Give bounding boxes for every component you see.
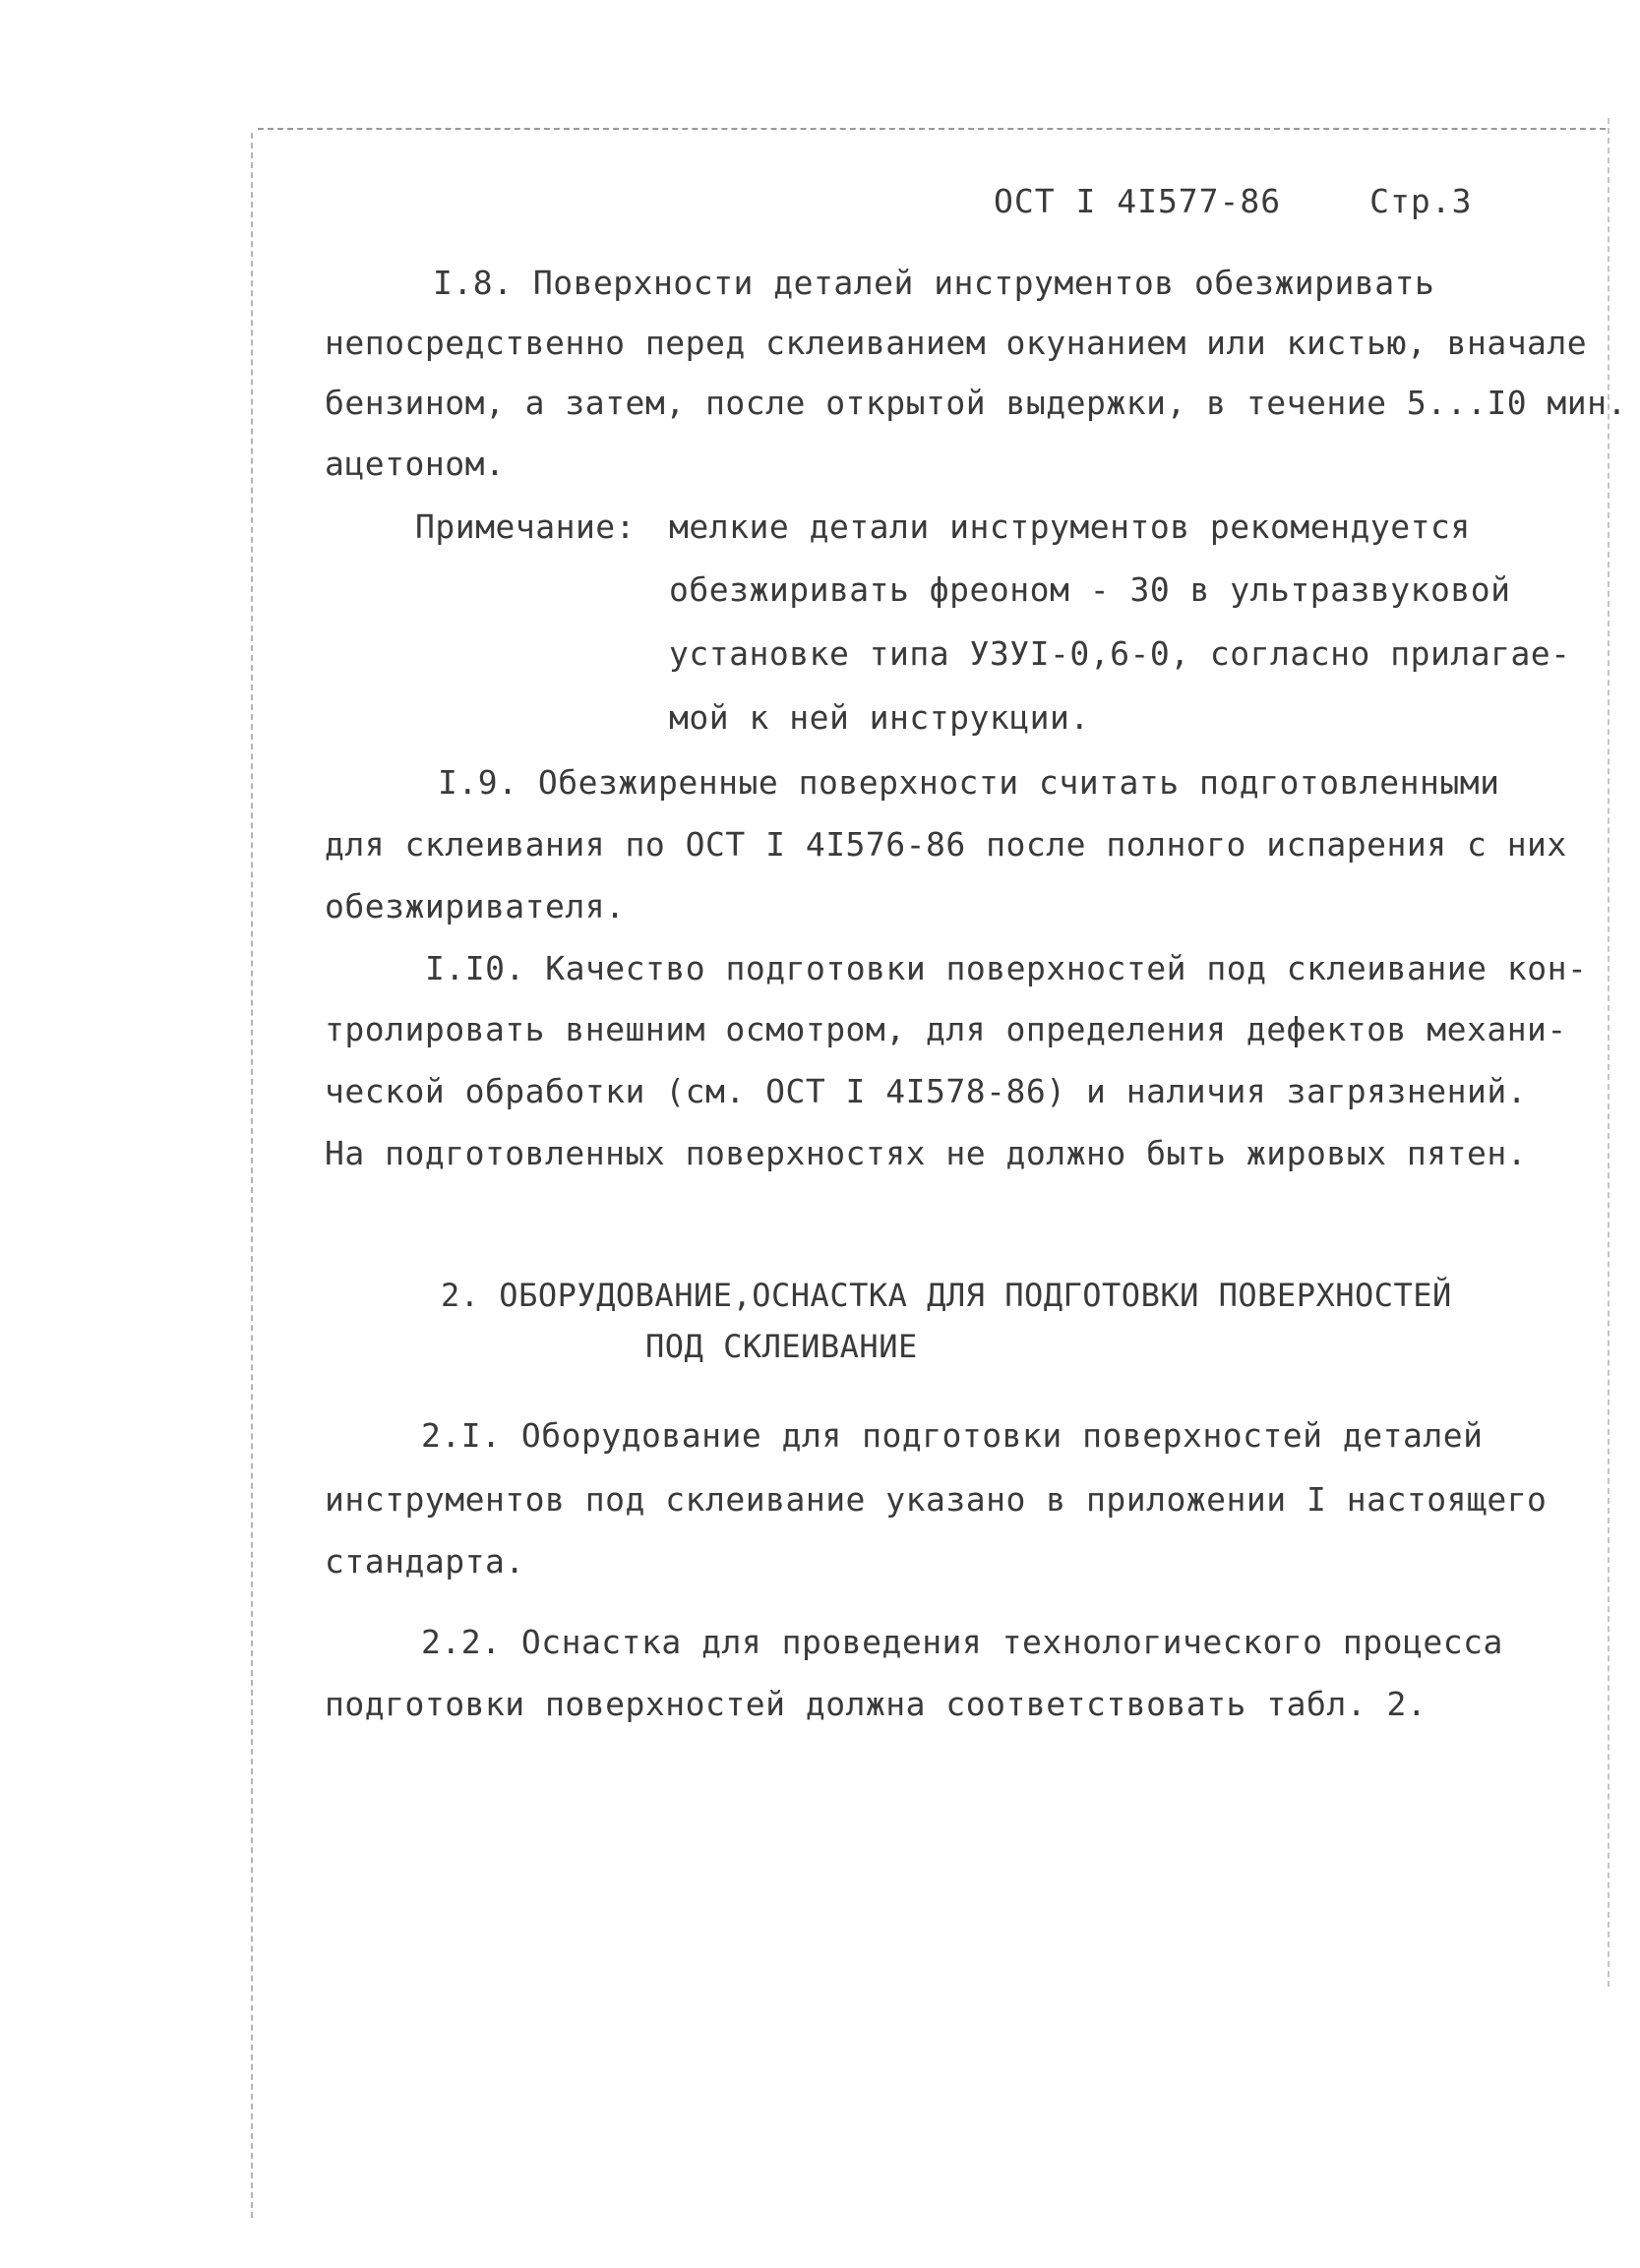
p1-8-line-4: ацетоном. bbox=[325, 445, 506, 483]
p1-10-line-1: I.I0. Качество подготовки поверхностей под склеивание кон- bbox=[425, 949, 1588, 987]
p1-9-line-1: I.9. Обезжиренные поверхности считать подготовленными bbox=[438, 763, 1500, 802]
p1-8-line-3: бензином, а затем, после открытой выдержки, в течение 5...I0 мин. bbox=[325, 384, 1627, 422]
standard-number: ОСТ I 4I577-86 bbox=[994, 182, 1282, 220]
p1-9-line-3: обезжиривателя. bbox=[325, 887, 626, 925]
p2-1-line-1: 2.I. Оборудование для подготовки поверхностей деталей bbox=[421, 1416, 1484, 1455]
p1-10-line-3: ческой обработки (см. ОСТ I 4I578-86) и наличия загрязнений. bbox=[325, 1072, 1528, 1110]
p1-8-line-2: непосредственно перед склеиванием окунанием или кистью, вначале bbox=[325, 324, 1588, 362]
page-frame-top bbox=[258, 128, 1606, 130]
note-line-4: мой к ней инструкции. bbox=[669, 698, 1090, 737]
section-2-title-line-2: ПОД СКЛЕИВАНИЕ bbox=[645, 1328, 918, 1365]
note-label: Примечание: bbox=[415, 507, 637, 546]
page-frame-left bbox=[251, 133, 253, 2218]
note-line-2: обезжиривать фреоном - 30 в ультразвуковой bbox=[669, 570, 1511, 609]
section-2-title-line-1: 2. ОБОРУДОВАНИЕ,ОСНАСТКА ДЛЯ ПОДГОТОВКИ ПОВЕРХНОСТЕЙ bbox=[441, 1277, 1452, 1314]
p1-9-line-2: для склеивания по ОСТ I 4I576-86 после полного испарения с них bbox=[325, 825, 1567, 864]
p1-8-line-1: I.8. Поверхности деталей инструментов обезжиривать bbox=[433, 264, 1435, 302]
p2-2-line-1: 2.2. Оснастка для проведения технологического процесса bbox=[421, 1623, 1503, 1661]
p2-2-line-2: подготовки поверхностей должна соответствовать табл. 2. bbox=[325, 1685, 1427, 1723]
p1-10-line-2: тролировать внешним осмотром, для определения дефектов механи- bbox=[325, 1010, 1567, 1048]
p2-1-line-3: стандарта. bbox=[325, 1542, 525, 1581]
note-line-3: установке типа УЗУI-0,6-0, согласно прилагае- bbox=[669, 634, 1571, 673]
page-number: Стр.3 bbox=[1369, 182, 1473, 220]
p2-1-line-2: инструментов под склеивание указано в приложении I настоящего bbox=[325, 1480, 1548, 1519]
note-line-1: мелкие детали инструментов рекомендуется bbox=[669, 507, 1471, 546]
p1-10-line-4: На подготовленных поверхностях не должно быть жировых пятен. bbox=[325, 1134, 1528, 1172]
page-header bbox=[994, 182, 1473, 220]
